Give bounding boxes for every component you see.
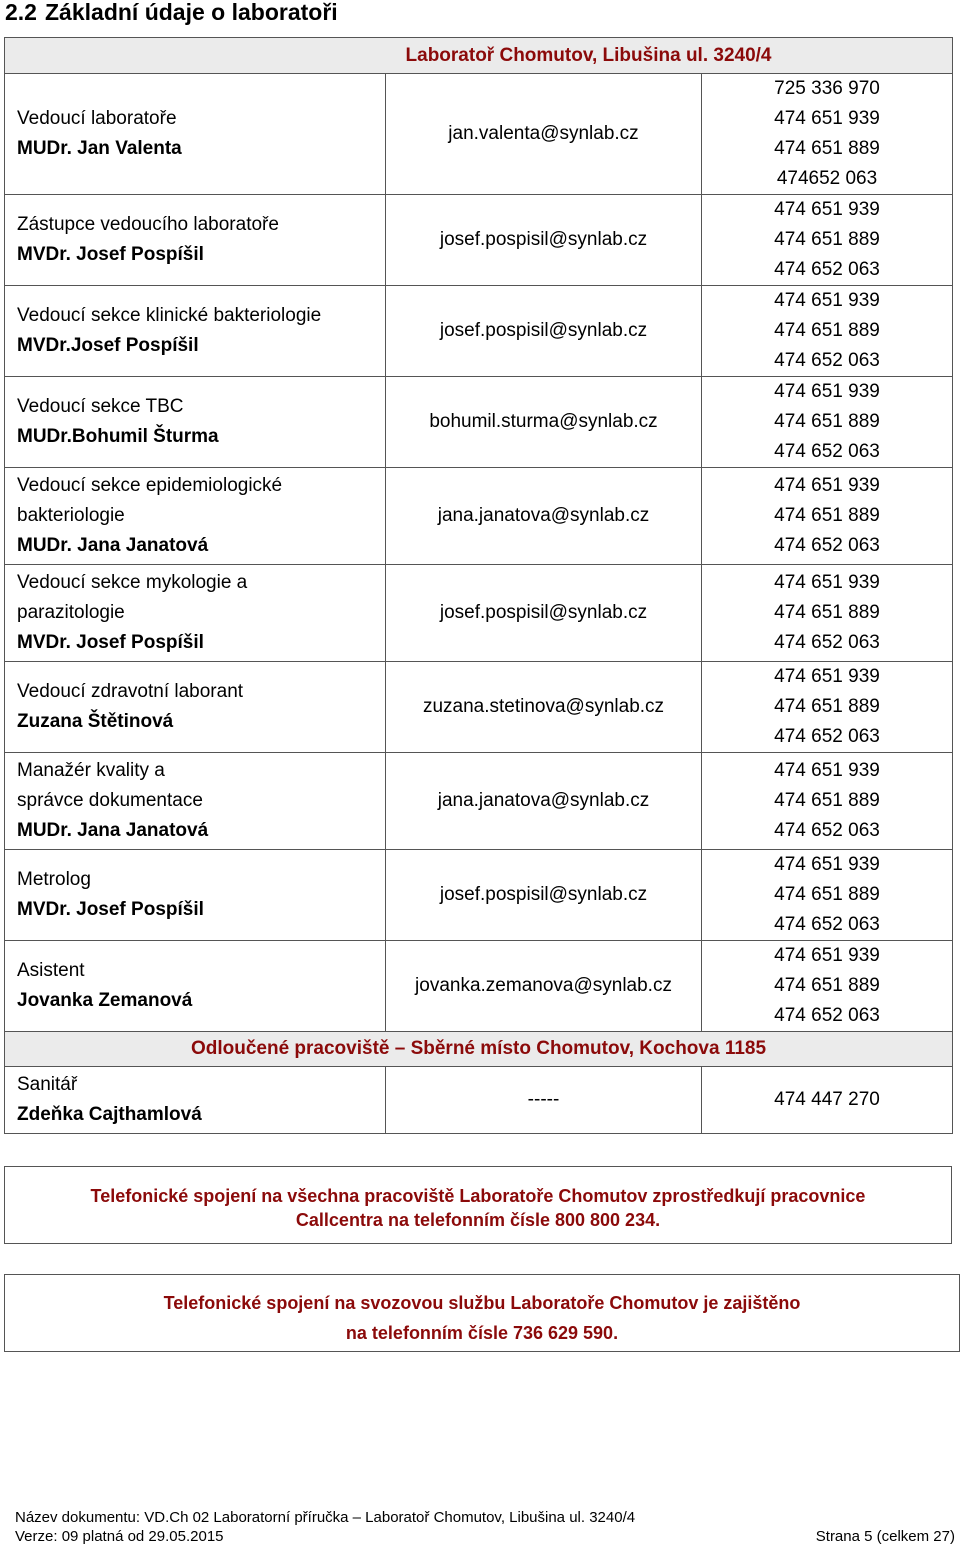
- staff-name: MUDr. Jana Janatová: [17, 535, 209, 556]
- email-cell: [386, 662, 702, 753]
- staff-name: MUDr. Jan Valenta: [17, 138, 182, 159]
- section-heading: [5, 0, 338, 26]
- email-address[interactable]: josef.pospisil@synlab.cz: [439, 602, 648, 623]
- email-cell: [386, 753, 702, 850]
- phone-number: 474 651 889: [774, 229, 880, 250]
- staff-role: Sanitář: [17, 1074, 78, 1095]
- phone-cell: [702, 1067, 953, 1134]
- staff-role: Vedoucí sekce epidemiologické: [17, 475, 283, 496]
- callcenter-note: [4, 1166, 952, 1244]
- transport-note-line-2: na telefonním čísle 736 629 590.: [345, 1323, 619, 1343]
- email-address[interactable]: jana.janatova@synlab.cz: [437, 505, 650, 526]
- email-cell: [386, 941, 702, 1032]
- staff-role: správce dokumentace: [17, 790, 203, 811]
- staff-cell: [5, 753, 386, 850]
- email-address[interactable]: josef.pospisil@synlab.cz: [439, 320, 648, 341]
- table-row: [5, 195, 953, 286]
- staff-name: MUDr.Bohumil Šturma: [17, 426, 219, 447]
- table-row: [5, 1067, 953, 1134]
- staff-role: Vedoucí sekce TBC: [17, 396, 184, 417]
- phone-number: 474 651 939: [774, 572, 880, 593]
- phone-cell: [702, 850, 953, 941]
- phone-number: 474 651 889: [774, 138, 880, 159]
- section-title: Základní údaje o laboratoři: [45, 0, 338, 25]
- phone-number: 474 652 063: [774, 914, 880, 935]
- phone-cell: [702, 286, 953, 377]
- phone-cell: [702, 377, 953, 468]
- email-cell: [386, 850, 702, 941]
- phone-number: 474 651 889: [774, 884, 880, 905]
- phone-number: 474 652 063: [774, 632, 880, 653]
- phone-cell: [702, 941, 953, 1032]
- phone-number: 474 651 889: [774, 975, 880, 996]
- staff-role: Asistent: [17, 960, 85, 981]
- footer-page-number: Strana 5 (celkem 27): [815, 1528, 955, 1545]
- email-cell: [386, 377, 702, 468]
- table-row: [5, 74, 953, 195]
- phone-number: 474 652 063: [774, 726, 880, 747]
- footer-document-name: Název dokumentu: VD.Ch 02 Laboratorní příručka – Laboratoř Chomutov, Libušina ul. 3240/4: [15, 1509, 636, 1526]
- phone-cell: [702, 195, 953, 286]
- email-address[interactable]: jovanka.zemanova@synlab.cz: [415, 975, 672, 996]
- section-number: 2.2: [5, 0, 37, 25]
- phone-number: 474 651 889: [774, 505, 880, 526]
- staff-cell: [5, 1067, 386, 1134]
- table-row: [5, 753, 953, 850]
- table-row: [5, 850, 953, 941]
- staff-name: MVDr. Josef Pospíšil: [17, 899, 204, 920]
- staff-role: parazitologie: [17, 602, 125, 623]
- table-row: [5, 468, 953, 565]
- phone-number: 474 651 939: [774, 854, 880, 875]
- callcenter-note-line-2: Callcentra na telefonním čísle 800 800 234.: [295, 1210, 661, 1230]
- transport-note: [4, 1274, 960, 1352]
- phone-number: 474 652 063: [774, 259, 880, 280]
- email-address[interactable]: josef.pospisil@synlab.cz: [439, 884, 648, 905]
- email-address[interactable]: zuzana.stetinova@synlab.cz: [422, 696, 665, 717]
- phone-number: 474 651 939: [774, 760, 880, 781]
- staff-role: Vedoucí zdravotní laborant: [17, 681, 244, 702]
- staff-name: MUDr. Jana Janatová: [17, 820, 209, 841]
- phone-number: 474 651 939: [774, 381, 880, 402]
- phone-number: 474 651 939: [774, 290, 880, 311]
- lab-contacts-table: [4, 37, 953, 1134]
- branch-header-row: [5, 1032, 953, 1067]
- phone-number: 474 651 889: [774, 790, 880, 811]
- phone-number: 474 652 063: [774, 820, 880, 841]
- staff-cell: [5, 74, 386, 195]
- callcenter-note-line-1: Telefonické spojení na všechna pracoviště Laboratoře Chomutov zprostředkují pracovnice: [90, 1186, 866, 1206]
- table-row: [5, 662, 953, 753]
- email-cell: [386, 286, 702, 377]
- email-placeholder: -----: [527, 1089, 560, 1110]
- staff-name: MVDr. Josef Pospíšil: [17, 632, 204, 653]
- staff-role: Vedoucí sekce mykologie a: [17, 572, 248, 593]
- phone-number: 474 652 063: [774, 535, 880, 556]
- table-row: [5, 565, 953, 662]
- staff-role: Manažér kvality a: [17, 760, 165, 781]
- phone-number: 474 651 889: [774, 602, 880, 623]
- email-cell: [386, 74, 702, 195]
- staff-name: Zuzana Štětinová: [17, 711, 174, 732]
- staff-role: Vedoucí laboratoře: [17, 108, 177, 129]
- phone-number: 474 651 889: [774, 696, 880, 717]
- staff-cell: [5, 941, 386, 1032]
- phone-number: 474 652 063: [774, 1005, 880, 1026]
- email-address[interactable]: bohumil.sturma@synlab.cz: [429, 411, 658, 432]
- staff-name: Jovanka Zemanová: [17, 990, 193, 1011]
- staff-name: MVDr. Josef Pospíšil: [17, 244, 204, 265]
- phone-cell: [702, 662, 953, 753]
- staff-cell: [5, 850, 386, 941]
- transport-note-line-1: Telefonické spojení na svozovou službu Laboratoře Chomutov je zajištěno: [163, 1293, 801, 1313]
- staff-name: Zdeňka Cajthamlová: [17, 1104, 202, 1125]
- table-row: [5, 286, 953, 377]
- page-footer: [15, 1508, 955, 1546]
- staff-role: Zástupce vedoucího laboratoře: [17, 214, 279, 235]
- phone-number: 474 651 939: [774, 945, 880, 966]
- phone-number: 474 651 939: [774, 108, 880, 129]
- email-address[interactable]: jan.valenta@synlab.cz: [448, 123, 639, 144]
- staff-role: bakteriologie: [17, 505, 125, 526]
- phone-cell: [702, 565, 953, 662]
- staff-cell: [5, 565, 386, 662]
- staff-cell: [5, 377, 386, 468]
- email-cell: [386, 468, 702, 565]
- table-row: [5, 377, 953, 468]
- email-address[interactable]: josef.pospisil@synlab.cz: [439, 229, 648, 250]
- staff-cell: [5, 195, 386, 286]
- phone-cell: [702, 753, 953, 850]
- staff-cell: [5, 662, 386, 753]
- table-body: [5, 38, 953, 1134]
- staff-name: MVDr.Josef Pospíšil: [17, 335, 199, 356]
- phone-number: 725 336 970: [774, 78, 880, 99]
- phone-number: 474 651 939: [774, 666, 880, 687]
- phone-cell: [702, 468, 953, 565]
- staff-cell: [5, 286, 386, 377]
- branch-header: Odloučené pracoviště – Sběrné místo Chomutov, Kochova 1185: [5, 1032, 953, 1067]
- staff-cell: [5, 468, 386, 565]
- email-cell: [386, 1067, 702, 1134]
- phone-number: 474 651 889: [774, 320, 880, 341]
- phone-number: 474 651 889: [774, 411, 880, 432]
- phone-number: 474652 063: [776, 168, 878, 189]
- table-row: [5, 941, 953, 1032]
- email-cell: [386, 565, 702, 662]
- email-address[interactable]: jana.janatova@synlab.cz: [437, 790, 650, 811]
- phone-number: 474 651 939: [774, 475, 880, 496]
- footer-version: Verze: 09 platná od 29.05.2015: [15, 1528, 224, 1545]
- phone-cell: [702, 74, 953, 195]
- lab-header: Laboratoř Chomutov, Libušina ul. 3240/4: [5, 38, 953, 74]
- phone-number: 474 652 063: [774, 441, 880, 462]
- phone-number: 474 651 939: [774, 199, 880, 220]
- lab-header-row: [5, 38, 953, 74]
- staff-role: Metrolog: [17, 869, 91, 890]
- phone-number: 474 652 063: [774, 350, 880, 371]
- staff-role: Vedoucí sekce klinické bakteriologie: [17, 305, 322, 326]
- email-cell: [386, 195, 702, 286]
- phone-number: 474 447 270: [774, 1089, 880, 1110]
